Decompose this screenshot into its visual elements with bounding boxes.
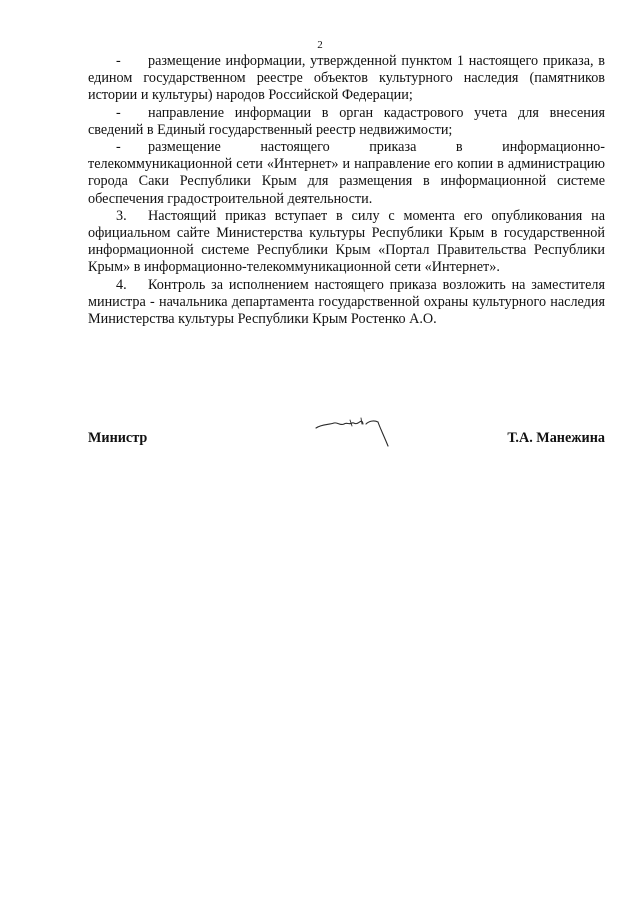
paragraph-item	[88, 139, 605, 208]
paragraph-item	[88, 53, 605, 105]
handwritten-signature	[314, 414, 390, 450]
paragraph-marker: -	[116, 104, 121, 121]
paragraph-text: Контроль за исполнением настоящего приказа возложить на заместителя министра - начальника департамента государственной охраны культурного наследия Министерства культуры Республики Крым Ростенко А.О.	[88, 276, 605, 328]
paragraph-marker: -	[116, 139, 121, 156]
paragraph-item	[88, 105, 605, 139]
signer-name: Т.А. Манежина	[507, 430, 605, 446]
paragraph-item	[88, 208, 605, 277]
document-body	[88, 53, 605, 328]
signature-block	[88, 428, 605, 452]
paragraph-item	[88, 277, 605, 329]
paragraph-marker: -	[116, 53, 121, 69]
paragraph-text: размещение настоящего приказа в информационно-телекоммуникационной сети «Интернет» и направление его копии в администрацию города Саки Республики Крым для размещения в информационной системе обеспечения градостроительной деятельности.	[88, 139, 605, 207]
page-number: 2	[317, 39, 323, 51]
paragraph-marker: 3.	[116, 207, 127, 224]
signer-title: Министр	[88, 430, 148, 446]
paragraph-marker: 4.	[116, 276, 127, 293]
paragraph-text: Настоящий приказ вступает в силу с момента его опубликования на официальном сайте Министерства культуры Республики Крым в государственной информационной системе Республики Крым «Портал Правительства Республики Крым» в информационно-телекоммуникационной сети «Интернет».	[88, 207, 605, 276]
paragraph-text: направление информации в орган кадастрового учета для внесения сведений в Единый государственный реестр недвижимости;	[88, 104, 605, 138]
paragraph-text: размещение информации, утвержденной пунктом 1 настоящего приказа, в едином государственном реестре объектов культурного наследия (памятников истории и культуры) народов Российской Федерации;	[88, 53, 605, 104]
